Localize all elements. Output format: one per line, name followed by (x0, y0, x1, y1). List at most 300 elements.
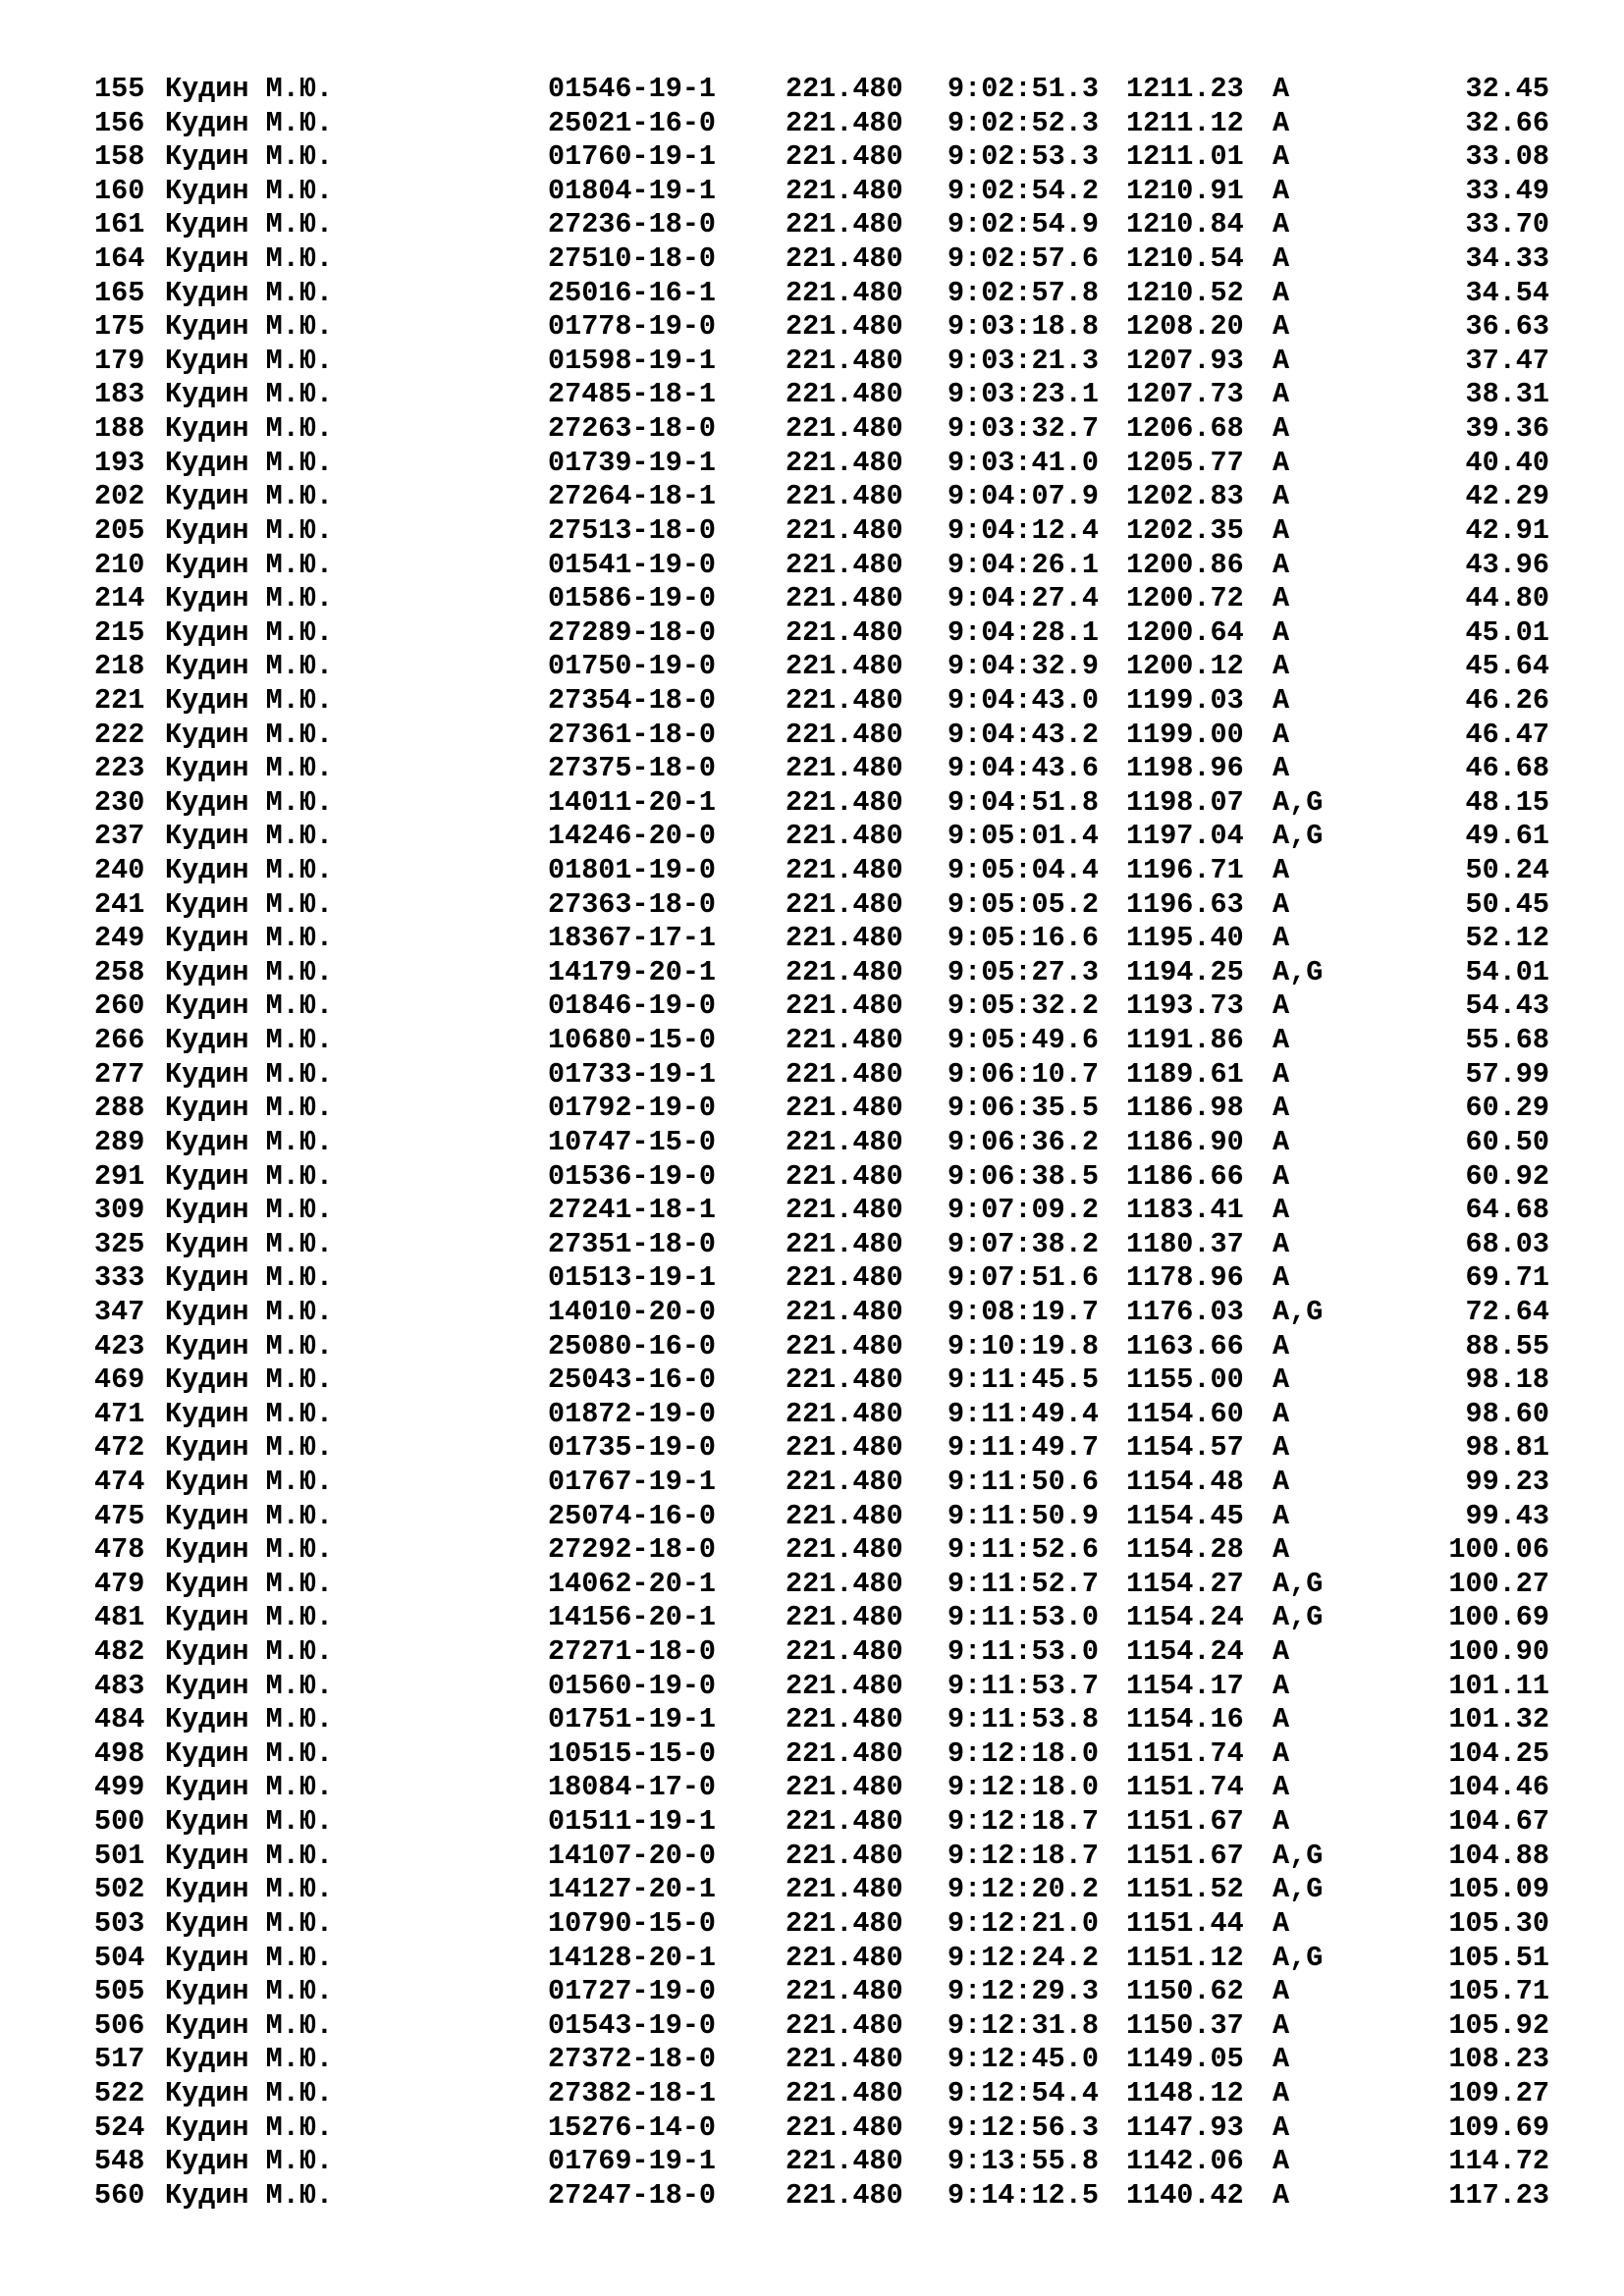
flags-cell: A (1272, 1159, 1290, 1193)
speed-cell: 1200.86 (1126, 548, 1244, 581)
table-row (0, 1737, 1624, 1772)
name-cell: Кудин М.Ю. (165, 718, 334, 751)
arrival-time-cell: 9:12:29.3 (947, 1975, 1099, 2008)
points-cell: 68.03 (1465, 1227, 1549, 1260)
place-cell: 333 (94, 1261, 145, 1295)
speed-cell: 1206.68 (1126, 412, 1244, 446)
place-cell: 266 (94, 1024, 145, 1057)
flags-cell: A (1272, 1024, 1290, 1057)
table-row (0, 1398, 1624, 1432)
name-cell: Кудин М.Ю. (165, 1533, 334, 1567)
table-row (0, 1431, 1624, 1466)
table-row (0, 514, 1624, 549)
arrival-time-cell: 9:11:49.4 (947, 1397, 1099, 1430)
arrival-time-cell: 9:11:45.5 (947, 1363, 1099, 1397)
place-cell: 202 (94, 480, 145, 513)
flags-cell: A (1272, 1669, 1290, 1702)
arrival-time-cell: 9:11:53.0 (947, 1601, 1099, 1634)
name-cell: Кудин М.Ю. (165, 242, 334, 276)
speed-cell: 1199.03 (1126, 683, 1244, 717)
points-cell: 105.71 (1448, 1975, 1549, 2008)
points-cell: 42.29 (1465, 480, 1549, 513)
name-cell: Кудин М.Ю. (165, 1771, 334, 1804)
name-cell: Кудин М.Ю. (165, 854, 334, 887)
arrival-time-cell: 9:06:10.7 (947, 1057, 1099, 1091)
points-cell: 104.25 (1448, 1736, 1549, 1770)
name-cell: Кудин М.Ю. (165, 752, 334, 785)
arrival-time-cell: 9:12:21.0 (947, 1906, 1099, 1940)
points-cell: 57.99 (1465, 1057, 1549, 1091)
distance-cell: 221.480 (785, 480, 903, 513)
distance-cell: 221.480 (785, 615, 903, 649)
arrival-time-cell: 9:04:51.8 (947, 785, 1099, 819)
distance-cell: 221.480 (785, 1975, 903, 2008)
distance-cell: 221.480 (785, 1194, 903, 1227)
distance-cell: 221.480 (785, 1295, 903, 1328)
place-cell: 223 (94, 752, 145, 785)
points-cell: 60.29 (1465, 1092, 1549, 1125)
points-cell: 109.69 (1448, 2110, 1549, 2144)
points-cell: 100.90 (1448, 1635, 1549, 1669)
arrival-time-cell: 9:11:50.9 (947, 1499, 1099, 1532)
ring-number-cell: 01536-19-0 (548, 1159, 717, 1193)
name-cell: Кудин М.Ю. (165, 1906, 334, 1940)
arrival-time-cell: 9:06:35.5 (947, 1092, 1099, 1125)
arrival-time-cell: 9:11:53.7 (947, 1669, 1099, 1702)
flags-cell: A (1272, 1092, 1290, 1125)
place-cell: 469 (94, 1363, 145, 1397)
name-cell: Кудин М.Ю. (165, 1431, 334, 1465)
name-cell: Кудин М.Ю. (165, 989, 334, 1023)
place-cell: 502 (94, 1873, 145, 1906)
flags-cell: A (1272, 1397, 1290, 1430)
arrival-time-cell: 9:12:56.3 (947, 2110, 1099, 2144)
table-row (0, 1261, 1624, 1296)
table-row (0, 140, 1624, 175)
place-cell: 517 (94, 2043, 145, 2076)
place-cell: 175 (94, 310, 145, 344)
table-row (0, 1092, 1624, 1126)
speed-cell: 1149.05 (1126, 2043, 1244, 2076)
speed-cell: 1198.07 (1126, 785, 1244, 819)
arrival-time-cell: 9:03:32.7 (947, 412, 1099, 446)
table-row (0, 1228, 1624, 1262)
points-cell: 46.26 (1465, 683, 1549, 717)
arrival-time-cell: 9:02:54.9 (947, 208, 1099, 241)
arrival-time-cell: 9:04:27.4 (947, 582, 1099, 615)
name-cell: Кудин М.Ю. (165, 1941, 334, 1974)
ring-number-cell: 27264-18-1 (548, 480, 717, 513)
distance-cell: 221.480 (785, 1736, 903, 1770)
distance-cell: 221.480 (785, 718, 903, 751)
speed-cell: 1199.00 (1126, 718, 1244, 751)
points-cell: 60.92 (1465, 1159, 1549, 1193)
points-cell: 43.96 (1465, 548, 1549, 581)
points-cell: 105.30 (1448, 1906, 1549, 1940)
name-cell: Кудин М.Ю. (165, 208, 334, 241)
ring-number-cell: 14246-20-0 (548, 820, 717, 853)
place-cell: 249 (94, 922, 145, 955)
table-row (0, 208, 1624, 242)
name-cell: Кудин М.Ю. (165, 1125, 334, 1158)
ring-number-cell: 18367-17-1 (548, 922, 717, 955)
points-cell: 104.67 (1448, 1805, 1549, 1839)
speed-cell: 1155.00 (1126, 1363, 1244, 1397)
speed-cell: 1150.62 (1126, 1975, 1244, 2008)
flags-cell: A (1272, 276, 1290, 309)
table-row (0, 277, 1624, 311)
ring-number-cell: 27292-18-0 (548, 1533, 717, 1567)
arrival-time-cell: 9:12:24.2 (947, 1941, 1099, 1974)
arrival-time-cell: 9:04:32.9 (947, 650, 1099, 683)
arrival-time-cell: 9:02:54.2 (947, 174, 1099, 207)
name-cell: Кудин М.Ю. (165, 1363, 334, 1397)
speed-cell: 1193.73 (1126, 989, 1244, 1023)
arrival-time-cell: 9:04:12.4 (947, 513, 1099, 547)
table-row (0, 1500, 1624, 1534)
flags-cell: A (1272, 1363, 1290, 1397)
name-cell: Кудин М.Ю. (165, 412, 334, 446)
ring-number-cell: 27510-18-0 (548, 242, 717, 276)
distance-cell: 221.480 (785, 1465, 903, 1498)
points-cell: 55.68 (1465, 1024, 1549, 1057)
points-cell: 105.92 (1448, 2008, 1549, 2042)
points-cell: 99.23 (1465, 1465, 1549, 1498)
table-row (0, 1975, 1624, 2009)
flags-cell: A (1272, 615, 1290, 649)
flags-cell: A (1272, 344, 1290, 377)
name-cell: Кудин М.Ю. (165, 582, 334, 615)
table-row (0, 1601, 1624, 1635)
arrival-time-cell: 9:12:31.8 (947, 2008, 1099, 2042)
speed-cell: 1211.01 (1126, 140, 1244, 174)
arrival-time-cell: 9:12:18.0 (947, 1736, 1099, 1770)
points-cell: 100.06 (1448, 1533, 1549, 1567)
arrival-time-cell: 9:02:53.3 (947, 140, 1099, 174)
arrival-time-cell: 9:05:32.2 (947, 989, 1099, 1023)
place-cell: 506 (94, 2008, 145, 2042)
distance-cell: 221.480 (785, 310, 903, 344)
distance-cell: 221.480 (785, 1941, 903, 1974)
arrival-time-cell: 9:05:49.6 (947, 1024, 1099, 1057)
points-cell: 44.80 (1465, 582, 1549, 615)
place-cell: 193 (94, 446, 145, 479)
points-cell: 98.81 (1465, 1431, 1549, 1465)
points-cell: 34.54 (1465, 276, 1549, 309)
speed-cell: 1186.98 (1126, 1092, 1244, 1125)
flags-cell: A (1272, 2043, 1290, 2076)
arrival-time-cell: 9:05:01.4 (947, 820, 1099, 853)
ring-number-cell: 01767-19-1 (548, 1465, 717, 1498)
speed-cell: 1200.72 (1126, 582, 1244, 615)
arrival-time-cell: 9:04:26.1 (947, 548, 1099, 581)
table-row (0, 582, 1624, 616)
ring-number-cell: 10790-15-0 (548, 1906, 717, 1940)
distance-cell: 221.480 (785, 2008, 903, 2042)
speed-cell: 1196.63 (1126, 887, 1244, 921)
points-cell: 88.55 (1465, 1329, 1549, 1362)
distance-cell: 221.480 (785, 1669, 903, 1702)
arrival-time-cell: 9:04:28.1 (947, 615, 1099, 649)
speed-cell: 1163.66 (1126, 1329, 1244, 1362)
arrival-time-cell: 9:02:57.6 (947, 242, 1099, 276)
place-cell: 505 (94, 1975, 145, 2008)
flags-cell: A (1272, 2178, 1290, 2212)
distance-cell: 221.480 (785, 887, 903, 921)
distance-cell: 221.480 (785, 2178, 903, 2212)
place-cell: 183 (94, 378, 145, 411)
speed-cell: 1200.64 (1126, 615, 1244, 649)
distance-cell: 221.480 (785, 513, 903, 547)
name-cell: Кудин М.Ю. (165, 1092, 334, 1125)
table-row (0, 1942, 1624, 1976)
speed-cell: 1151.74 (1126, 1771, 1244, 1804)
place-cell: 210 (94, 548, 145, 581)
arrival-time-cell: 9:03:21.3 (947, 344, 1099, 377)
table-row (0, 854, 1624, 888)
speed-cell: 1186.90 (1126, 1125, 1244, 1158)
distance-cell: 221.480 (785, 1159, 903, 1193)
flags-cell: A (1272, 106, 1290, 139)
place-cell: 241 (94, 887, 145, 921)
name-cell: Кудин М.Ю. (165, 1295, 334, 1328)
place-cell: 258 (94, 955, 145, 988)
flags-cell: A,G (1272, 1295, 1324, 1328)
name-cell: Кудин М.Ю. (165, 1635, 334, 1669)
name-cell: Кудин М.Ю. (165, 378, 334, 411)
distance-cell: 221.480 (785, 955, 903, 988)
table-row (0, 1873, 1624, 1907)
speed-cell: 1142.06 (1126, 2145, 1244, 2178)
place-cell: 288 (94, 1092, 145, 1125)
distance-cell: 221.480 (785, 344, 903, 377)
flags-cell: A,G (1272, 1873, 1324, 1906)
name-cell: Кудин М.Ю. (165, 1499, 334, 1532)
speed-cell: 1210.54 (1126, 242, 1244, 276)
flags-cell: A (1272, 1805, 1290, 1839)
name-cell: Кудин М.Ю. (165, 1057, 334, 1091)
results-table (0, 73, 1624, 2213)
name-cell: Кудин М.Ю. (165, 683, 334, 717)
table-row (0, 1533, 1624, 1568)
arrival-time-cell: 9:04:43.2 (947, 718, 1099, 751)
speed-cell: 1191.86 (1126, 1024, 1244, 1057)
points-cell: 33.08 (1465, 140, 1549, 174)
speed-cell: 1210.52 (1126, 276, 1244, 309)
name-cell: Кудин М.Ю. (165, 310, 334, 344)
speed-cell: 1154.24 (1126, 1601, 1244, 1634)
place-cell: 483 (94, 1669, 145, 1702)
speed-cell: 1176.03 (1126, 1295, 1244, 1328)
name-cell: Кудин М.Ю. (165, 650, 334, 683)
table-row (0, 1703, 1624, 1737)
place-cell: 260 (94, 989, 145, 1023)
distance-cell: 221.480 (785, 1329, 903, 1362)
ring-number-cell: 01735-19-0 (548, 1431, 717, 1465)
speed-cell: 1151.12 (1126, 1941, 1244, 1974)
table-row (0, 1907, 1624, 1942)
distance-cell: 221.480 (785, 1363, 903, 1397)
name-cell: Кудин М.Ю. (165, 2178, 334, 2212)
distance-cell: 221.480 (785, 106, 903, 139)
ring-number-cell: 27263-18-0 (548, 412, 717, 446)
speed-cell: 1205.77 (1126, 446, 1244, 479)
place-cell: 160 (94, 174, 145, 207)
name-cell: Кудин М.Ю. (165, 1159, 334, 1193)
points-cell: 33.49 (1465, 174, 1549, 207)
place-cell: 237 (94, 820, 145, 853)
points-cell: 36.63 (1465, 310, 1549, 344)
speed-cell: 1208.20 (1126, 310, 1244, 344)
table-row (0, 549, 1624, 583)
distance-cell: 221.480 (785, 174, 903, 207)
ring-number-cell: 27513-18-0 (548, 513, 717, 547)
arrival-time-cell: 9:12:18.7 (947, 1805, 1099, 1839)
place-cell: 499 (94, 1771, 145, 1804)
arrival-time-cell: 9:02:51.3 (947, 73, 1099, 105)
distance-cell: 221.480 (785, 1635, 903, 1669)
ring-number-cell: 01804-19-1 (548, 174, 717, 207)
distance-cell: 221.480 (785, 242, 903, 276)
arrival-time-cell: 9:06:38.5 (947, 1159, 1099, 1193)
arrival-time-cell: 9:11:49.7 (947, 1431, 1099, 1465)
points-cell: 49.61 (1465, 820, 1549, 853)
speed-cell: 1211.12 (1126, 106, 1244, 139)
flags-cell: A (1272, 548, 1290, 581)
place-cell: 164 (94, 242, 145, 276)
table-row (0, 1466, 1624, 1500)
ring-number-cell: 01511-19-1 (548, 1805, 717, 1839)
ring-number-cell: 27241-18-1 (548, 1194, 717, 1227)
ring-number-cell: 27382-18-1 (548, 2076, 717, 2109)
name-cell: Кудин М.Ю. (165, 955, 334, 988)
arrival-time-cell: 9:05:04.4 (947, 854, 1099, 887)
distance-cell: 221.480 (785, 1499, 903, 1532)
arrival-time-cell: 9:02:52.3 (947, 106, 1099, 139)
name-cell: Кудин М.Ю. (165, 480, 334, 513)
speed-cell: 1207.73 (1126, 378, 1244, 411)
name-cell: Кудин М.Ю. (165, 1839, 334, 1872)
arrival-time-cell: 9:04:07.9 (947, 480, 1099, 513)
arrival-time-cell: 9:12:18.7 (947, 1839, 1099, 1872)
distance-cell: 221.480 (785, 73, 903, 105)
name-cell: Кудин М.Ю. (165, 513, 334, 547)
flags-cell: A (1272, 1975, 1290, 2008)
flags-cell: A,G (1272, 1941, 1324, 1974)
points-cell: 104.88 (1448, 1839, 1549, 1872)
points-cell: 46.47 (1465, 718, 1549, 751)
ring-number-cell: 25043-16-0 (548, 1363, 717, 1397)
ring-number-cell: 27247-18-0 (548, 2178, 717, 2212)
ring-number-cell: 10680-15-0 (548, 1024, 717, 1057)
table-row (0, 175, 1624, 209)
distance-cell: 221.480 (785, 650, 903, 683)
flags-cell: A (1272, 208, 1290, 241)
speed-cell: 1207.93 (1126, 344, 1244, 377)
points-cell: 117.23 (1448, 2178, 1549, 2212)
table-row (0, 73, 1624, 107)
flags-cell: A (1272, 1329, 1290, 1362)
points-cell: 48.15 (1465, 785, 1549, 819)
distance-cell: 221.480 (785, 1771, 903, 1804)
distance-cell: 221.480 (785, 1703, 903, 1736)
flags-cell: A (1272, 140, 1290, 174)
ring-number-cell: 01801-19-0 (548, 854, 717, 887)
ring-number-cell: 18084-17-0 (548, 1771, 717, 1804)
ring-number-cell: 25080-16-0 (548, 1329, 717, 1362)
distance-cell: 221.480 (785, 1227, 903, 1260)
ring-number-cell: 27271-18-0 (548, 1635, 717, 1669)
flags-cell: A (1272, 1771, 1290, 1804)
points-cell: 64.68 (1465, 1194, 1549, 1227)
name-cell: Кудин М.Ю. (165, 820, 334, 853)
distance-cell: 221.480 (785, 1567, 903, 1600)
ring-number-cell: 14107-20-0 (548, 1839, 717, 1872)
arrival-time-cell: 9:11:52.7 (947, 1567, 1099, 1600)
table-row (0, 480, 1624, 514)
name-cell: Кудин М.Ю. (165, 2076, 334, 2109)
table-row (0, 1840, 1624, 1874)
points-cell: 32.66 (1465, 106, 1549, 139)
table-row (0, 2043, 1624, 2077)
flags-cell: A (1272, 752, 1290, 785)
place-cell: 158 (94, 140, 145, 174)
arrival-time-cell: 9:11:50.6 (947, 1465, 1099, 1498)
table-row (0, 1635, 1624, 1670)
points-cell: 40.40 (1465, 446, 1549, 479)
name-cell: Кудин М.Ю. (165, 2110, 334, 2144)
speed-cell: 1178.96 (1126, 1261, 1244, 1295)
name-cell: Кудин М.Ю. (165, 106, 334, 139)
flags-cell: A,G (1272, 1567, 1324, 1600)
points-cell: 38.31 (1465, 378, 1549, 411)
name-cell: Кудин М.Ю. (165, 1873, 334, 1906)
place-cell: 214 (94, 582, 145, 615)
flags-cell: A (1272, 412, 1290, 446)
flags-cell: A (1272, 1431, 1290, 1465)
arrival-time-cell: 9:05:05.2 (947, 887, 1099, 921)
place-cell: 501 (94, 1839, 145, 1872)
ring-number-cell: 25021-16-0 (548, 106, 717, 139)
points-cell: 104.46 (1448, 1771, 1549, 1804)
distance-cell: 221.480 (785, 922, 903, 955)
points-cell: 45.01 (1465, 615, 1549, 649)
ring-number-cell: 25016-16-1 (548, 276, 717, 309)
flags-cell: A (1272, 513, 1290, 547)
points-cell: 54.43 (1465, 989, 1549, 1023)
table-row (0, 684, 1624, 719)
place-cell: 230 (94, 785, 145, 819)
flags-cell: A (1272, 73, 1290, 105)
flags-cell: A (1272, 446, 1290, 479)
speed-cell: 1154.48 (1126, 1465, 1244, 1498)
distance-cell: 221.480 (785, 2110, 903, 2144)
speed-cell: 1151.67 (1126, 1839, 1244, 1872)
ring-number-cell: 14156-20-1 (548, 1601, 717, 1634)
flags-cell: A (1272, 989, 1290, 1023)
place-cell: 503 (94, 1906, 145, 1940)
table-row (0, 1296, 1624, 1330)
distance-cell: 221.480 (785, 1805, 903, 1839)
speed-cell: 1210.84 (1126, 208, 1244, 241)
name-cell: Кудин М.Ю. (165, 548, 334, 581)
speed-cell: 1154.60 (1126, 1397, 1244, 1430)
table-row (0, 719, 1624, 753)
arrival-time-cell: 9:11:53.8 (947, 1703, 1099, 1736)
place-cell: 478 (94, 1533, 145, 1567)
ring-number-cell: 14179-20-1 (548, 955, 717, 988)
distance-cell: 221.480 (785, 140, 903, 174)
